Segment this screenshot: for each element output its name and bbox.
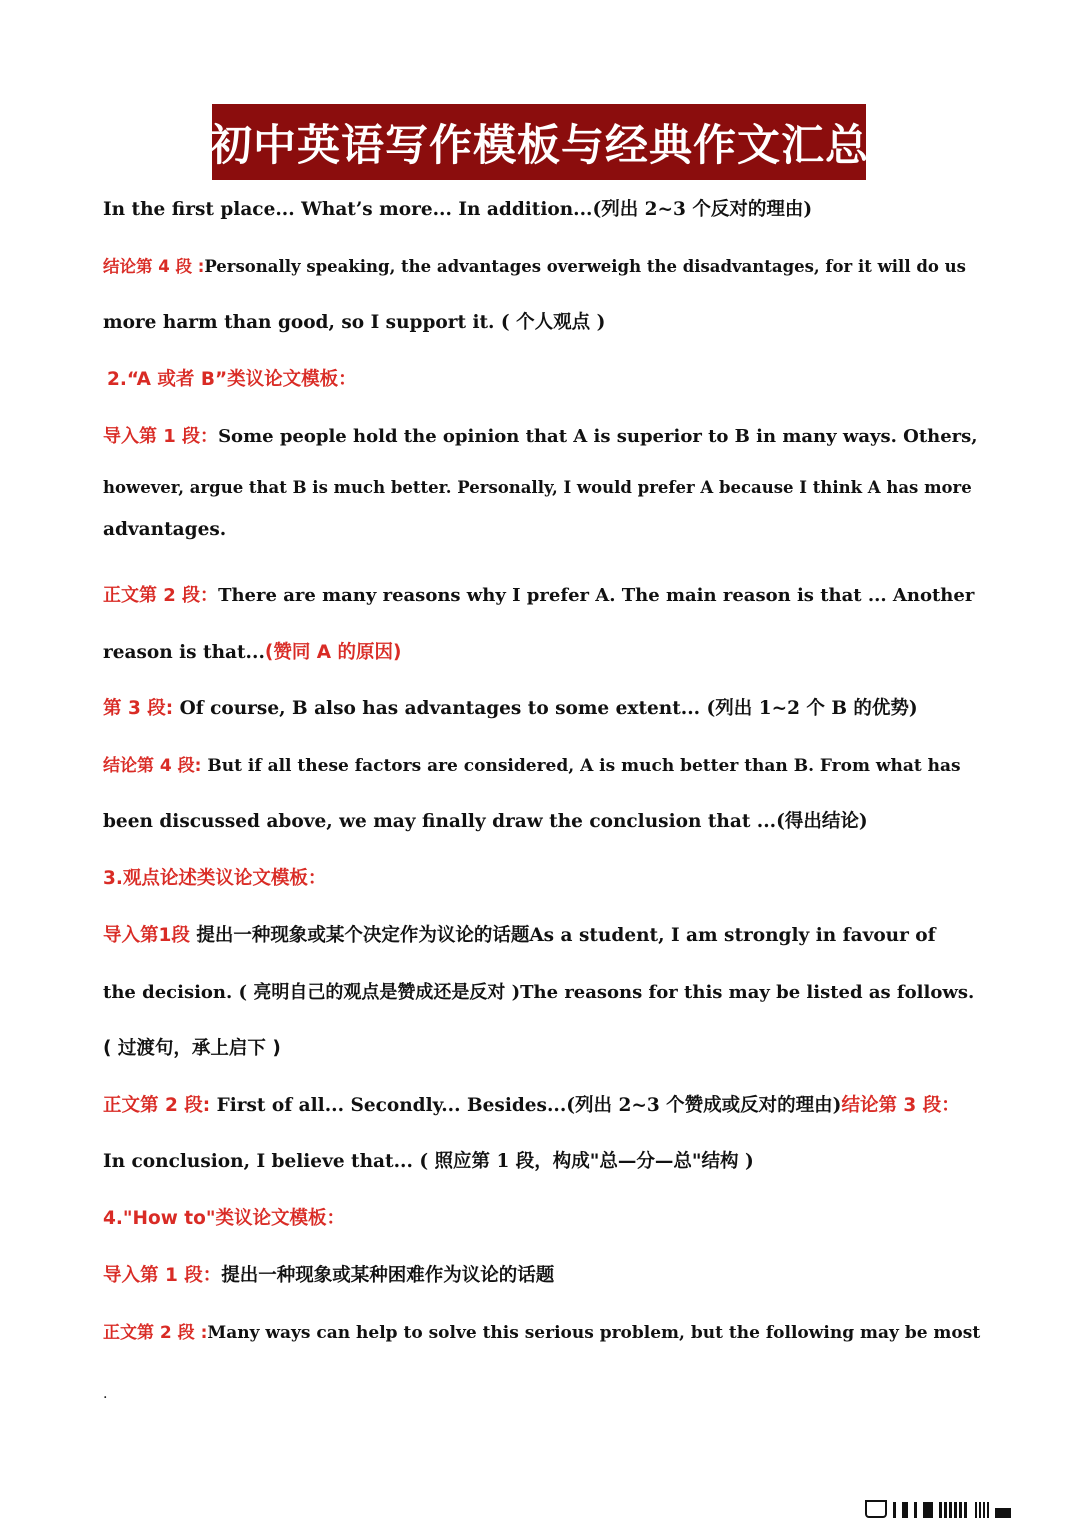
section-label: 结论第 4 段: <box>103 756 202 776</box>
text-line: advantages. <box>103 519 227 540</box>
text-line: 正文第 2 段 :Many ways can help to solve this serious problem, but the following may be most <box>103 1323 981 1343</box>
text-line: 第 3 段: Of course, B also has advantages to some extent... (列出 1~2 个 B 的优势) <box>103 698 918 719</box>
text-line: 正文第 2 段：There are many reasons why I prefer A. The main reason is that ... Another <box>103 585 975 606</box>
section-label: 正文第 2 段 : <box>103 1323 208 1343</box>
barcode-strip <box>865 1500 1060 1518</box>
section-label: 导入第 1 段： <box>103 1265 222 1286</box>
text-line: In conclusion, I believe that... ( 照应第 1 段，构成"总—分—总"结构 ) <box>103 1151 754 1172</box>
text-line: ( 过渡句，承上启下 ) <box>103 1038 281 1059</box>
text-line: . <box>103 1386 108 1402</box>
section-label: 导入第1段 <box>103 925 190 946</box>
section-label: 正文第 2 段： <box>103 585 219 606</box>
text-line: 结论第 4 段 :Personally speaking, the advantages overweigh the disadvantages, for it will do us <box>103 257 966 276</box>
section-label: 第 3 段: <box>103 698 174 719</box>
text-line: 导入第1段 提出一种现象或某个决定作为议论的话题As a student, I am strongly in favour of <box>103 925 936 946</box>
page-title: 初中英语写作模板与经典作文汇总 <box>212 104 866 180</box>
section-label: 结论第 3 段： <box>841 1095 960 1116</box>
section-label: 导入第 1 段： <box>103 426 219 447</box>
text-line: the decision. ( 亮明自己的观点是赞成还是反对 )The reasons for this may be listed as follows. <box>103 982 975 1003</box>
section-label: 正文第 2 段: <box>103 1095 211 1116</box>
text-line: 正文第 2 段: First of all... Secondly... Besides...(列出 2~3 个赞成或反对的理由)结论第 3 段： <box>103 1095 960 1116</box>
text-line: 导入第 1 段：提出一种现象或某种困难作为议论的话题 <box>103 1265 555 1286</box>
text-line: more harm than good, so I support it. ( 个人观点 ) <box>103 312 606 333</box>
text-line: In the first place... What’s more... In addition...(列出 2~3 个反对的理由) <box>103 199 813 220</box>
text-line: 结论第 4 段: But if all these factors are considered, A is much better than B. From what has <box>103 756 961 776</box>
red-note: (赞同 A 的原因) <box>264 642 402 663</box>
text-line: however, argue that B is much better. Personally, I would prefer A because I think A has more <box>103 478 972 497</box>
text-line: reason is that...(赞同 A 的原因) <box>103 642 402 663</box>
section-heading: 3.观点论述类议论文模板： <box>103 868 327 889</box>
text-line: been discussed above, we may finally draw the conclusion that ...(得出结论) <box>103 811 868 832</box>
section-heading: 4."How to"类议论文模板： <box>103 1208 345 1229</box>
section-heading: 2.“A 或者 B”类议论文模板： <box>107 369 357 390</box>
section-label: 结论第 4 段 : <box>103 257 205 276</box>
text-line: 导入第 1 段：Some people hold the opinion that A is superior to B in many ways. Others, <box>103 426 978 447</box>
